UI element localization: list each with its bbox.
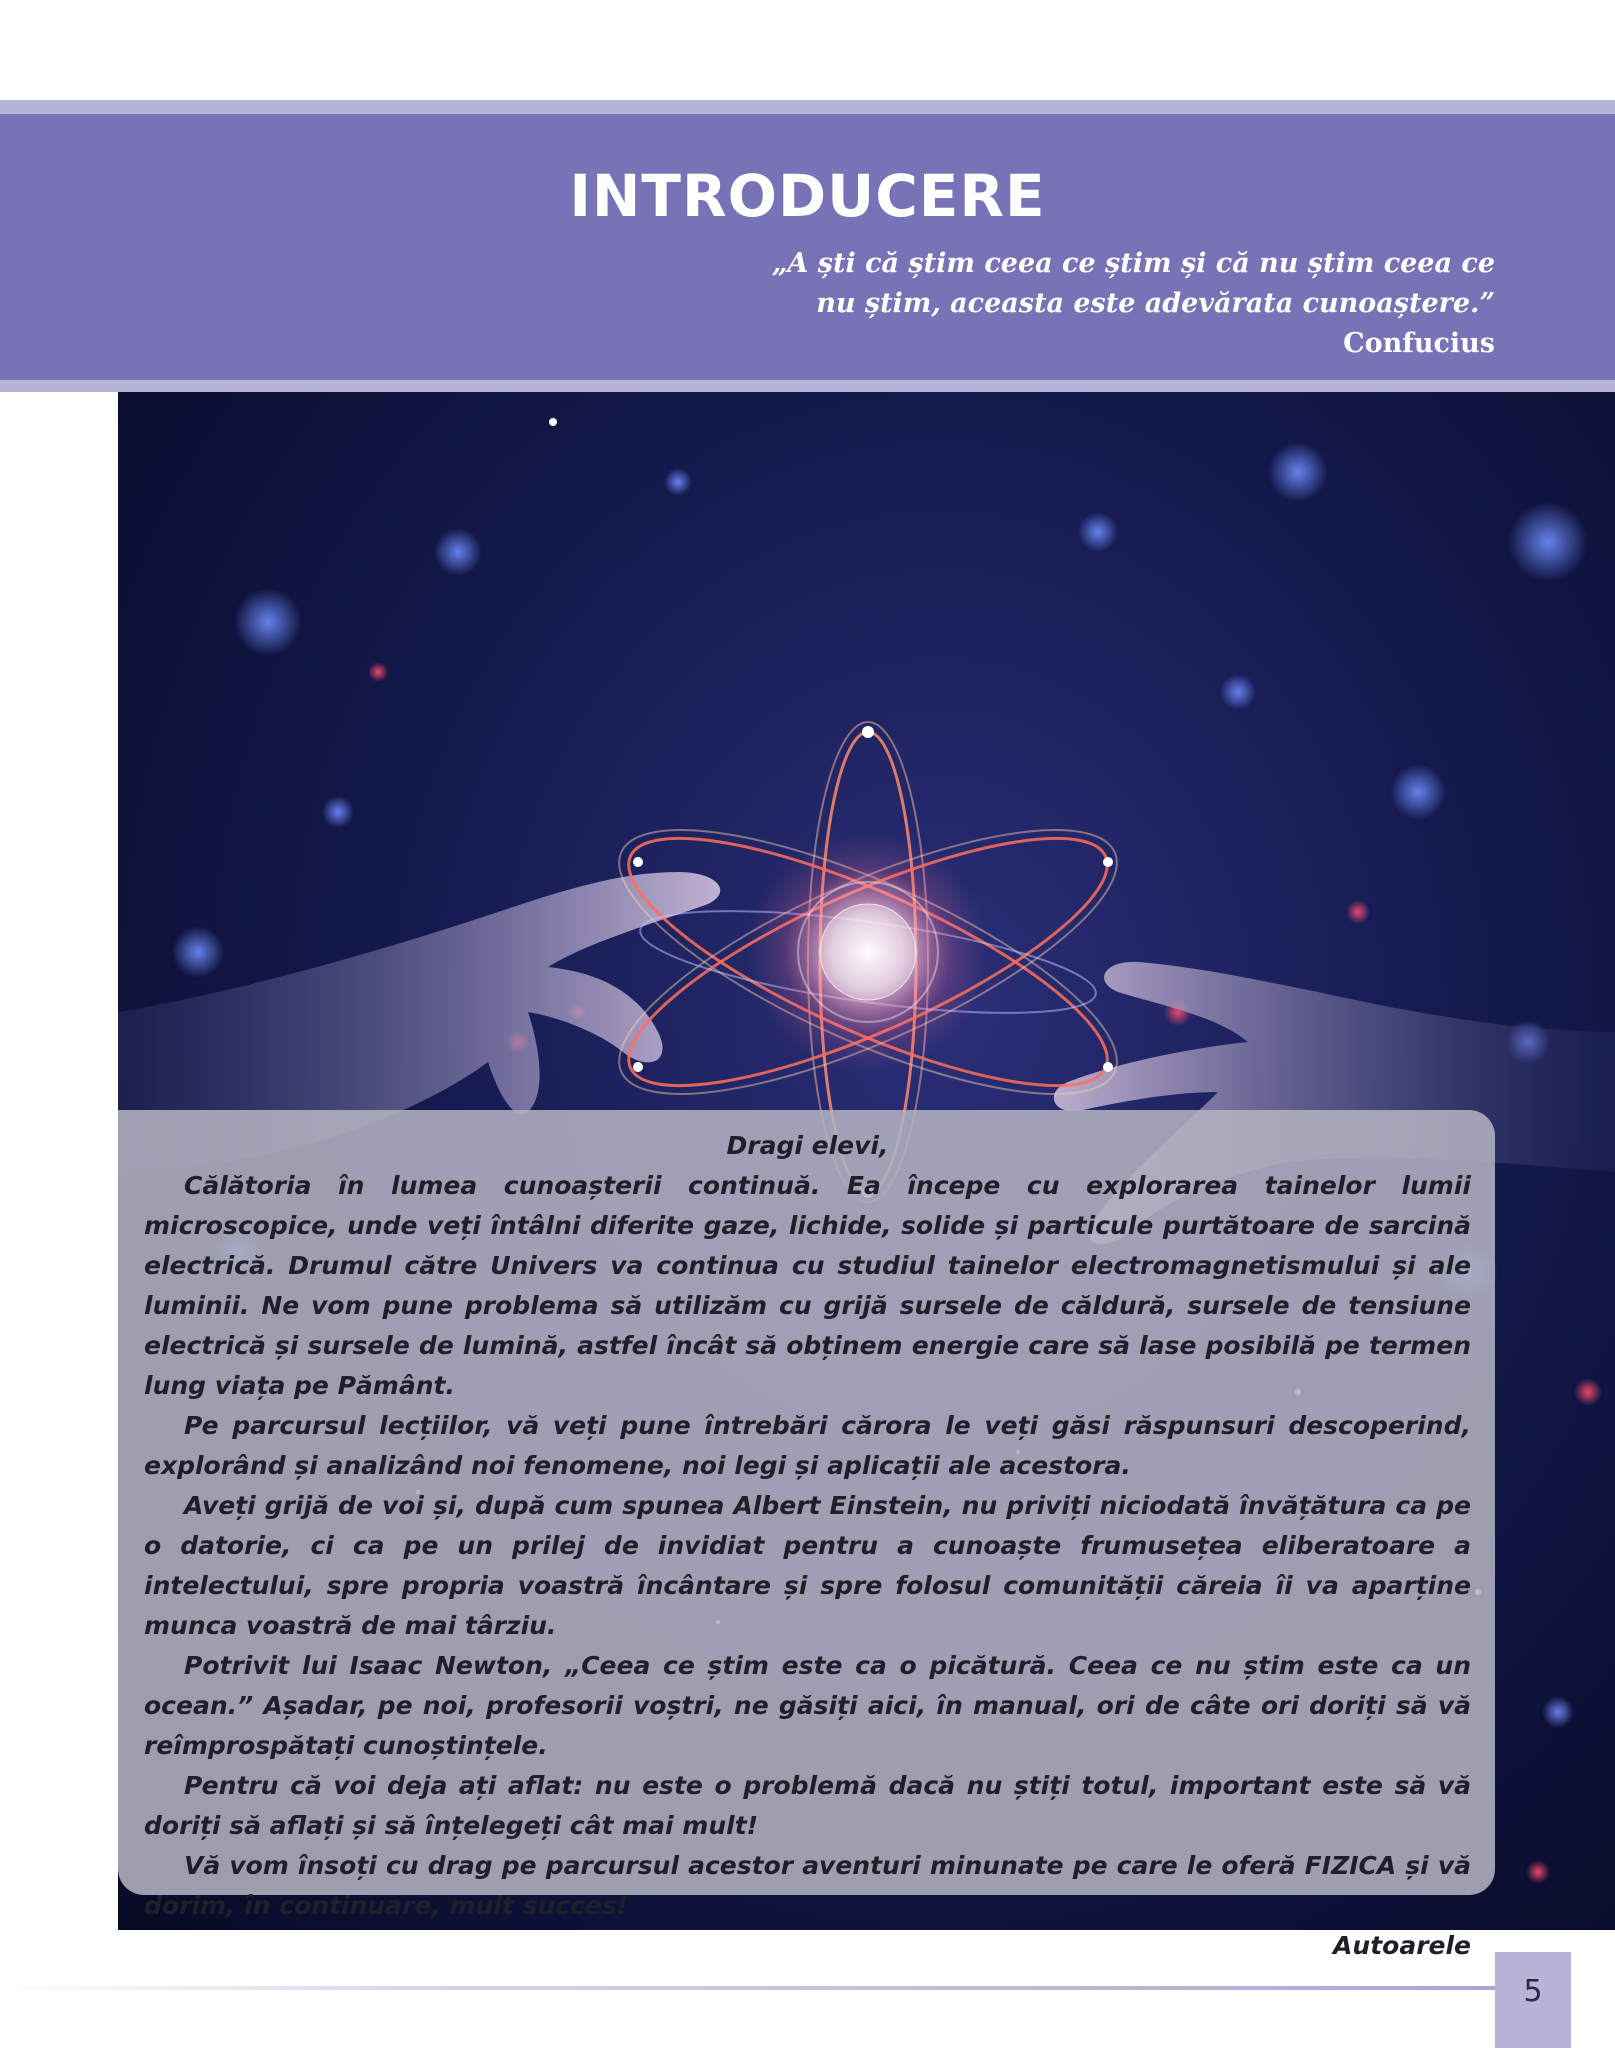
epigraph-author: Confucius — [1343, 328, 1495, 359]
page-number: 5 — [1495, 1952, 1571, 2048]
page-title: INTRODUCERE — [569, 162, 1046, 230]
letter-signature: Autoarele — [1333, 1931, 1471, 1960]
epigraph — [595, 244, 1495, 364]
letter-paragraph-3: Aveți grijă de voi și, după cum spunea Albert Einstein, nu priviți niciodată învățătura ca pe o datorie, ci ca pe un prilej de invidiat pentru a cunoaște frumusețea eliberatoare a intelectului, spre propria voastră încântare și spre folosul comunității căreia îi va aparține munca voastră de mai târziu. — [144, 1491, 1471, 1640]
epigraph-line-2: nu știm, aceasta este adevărata cunoaștere.” — [816, 288, 1495, 319]
letter-paragraph-6: Vă vom însoți cu drag pe parcursul acestor aventuri minunate pe care le oferă FIZICA și vă dorim, în continuare, mult succes! — [144, 1851, 1471, 1920]
letter-paragraph-2: Pe parcursul lecțiilor, vă veți pune întrebări cărora le veți găsi răspunsuri descoperind, explorând și analizând noi fenomene, noi legi și aplicații ale acestora. — [144, 1411, 1471, 1480]
footer-divider — [0, 1986, 1495, 1990]
letter-paragraph-5: Pentru că voi deja ați aflat: nu este o problemă dacă nu știți totul, important este să vă doriți să aflați și să înțelegeți cât mai mult! — [144, 1771, 1471, 1840]
introduction-letter — [118, 1110, 1495, 1960]
letter-greeting: Dragi elevi, — [726, 1131, 889, 1160]
epigraph-line-1: „A ști că știm ceea ce știm și că nu știm ceea ce — [771, 248, 1495, 279]
letter-paragraph-1: Călătoria în lumea cunoașterii continuă. Ea începe cu explorarea tainelor lumii microscopice, unde veți întâlni diferite gaze, lichide, solide și particule purtătoare de sarcină electrică. Drumul către Univers va continua cu studiul tainelor electromagnetismului și ale luminii. Ne vom pune problema să utilizăm cu grijă sursele de căldură, sursele de tensiune electrică și sursele de lumină, astfel încât să obținem energie care să lase posibilă pe termen lung viața pe Pământ. — [144, 1171, 1471, 1400]
header-band — [0, 100, 1615, 392]
letter-paragraph-4: Potrivit lui Isaac Newton, „Ceea ce știm este ca o picătură. Ceea ce nu știm este ca un ocean.” Așadar, pe noi, profesorii voștri, ne găsiți aici, în manual, ori de câte ori doriți să vă reîmprospătați cunoștințele. — [144, 1651, 1471, 1760]
